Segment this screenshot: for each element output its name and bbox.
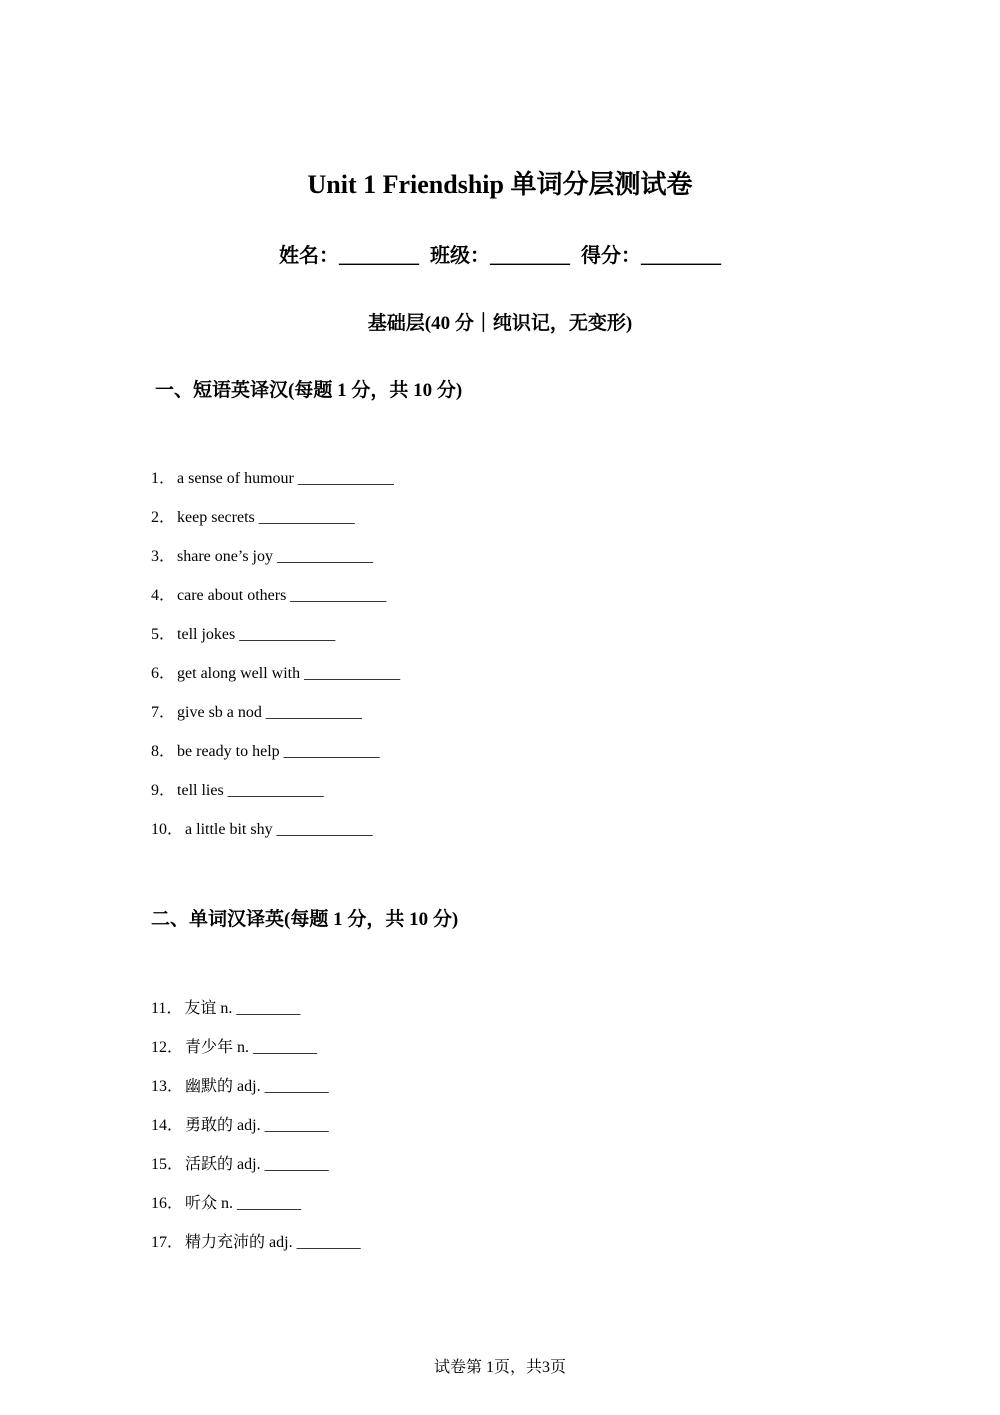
question-text: 青少年 n. ________: [185, 1039, 318, 1056]
question-number: 15．: [151, 1156, 184, 1173]
question-list-1: [151, 467, 400, 857]
question-number: 4．: [151, 587, 176, 604]
question-item: [151, 1036, 361, 1075]
level-title: 基础层(40 分｜纯识记，无变形): [367, 313, 633, 334]
question-item: [151, 467, 400, 506]
question-number: 17．: [151, 1234, 184, 1251]
question-item: [151, 701, 400, 740]
question-number: 1．: [151, 470, 176, 487]
class-blank: ________: [490, 245, 570, 267]
question-text: get along well with ____________: [177, 665, 401, 682]
question-number: 14．: [151, 1117, 184, 1134]
question-item: [151, 1114, 361, 1153]
question-text: a little bit shy ____________: [185, 821, 373, 838]
question-item: [151, 662, 400, 701]
question-item: [151, 1231, 361, 1270]
section-heading-2: 二、单词汉译英(每题 1 分，共 10 分): [151, 909, 459, 930]
question-text: give sb a nod ____________: [177, 704, 362, 721]
question-text: tell jokes ____________: [177, 626, 336, 643]
question-item: [151, 818, 400, 857]
question-item: [151, 1153, 361, 1192]
question-text: share one’s joy ____________: [177, 548, 373, 565]
name-blank: ________: [339, 245, 419, 267]
question-item: [151, 1192, 361, 1231]
question-text: 友谊 n. ________: [184, 1000, 301, 1017]
question-item: [151, 1075, 361, 1114]
question-item: [151, 997, 361, 1036]
question-item: [151, 740, 400, 779]
question-number: 13．: [151, 1078, 184, 1095]
page-footer: 试卷第 1页，共3页: [433, 1359, 566, 1376]
question-number: 3．: [151, 548, 176, 565]
question-item: [151, 506, 400, 545]
question-number: 8．: [151, 743, 176, 760]
score-label: 得分：: [581, 245, 641, 267]
question-text: a sense of humour ____________: [177, 470, 394, 487]
question-number: 9．: [151, 782, 176, 799]
question-text: be ready to help ____________: [177, 743, 380, 760]
name-label: 姓名：: [279, 245, 339, 267]
question-number: 16．: [151, 1195, 184, 1212]
question-text: 活跃的 adj. ________: [185, 1156, 329, 1173]
question-text: 精力充沛的 adj. ________: [185, 1234, 361, 1251]
class-label: 班级：: [430, 245, 490, 267]
question-number: 5．: [151, 626, 176, 643]
question-text: care about others ____________: [177, 587, 387, 604]
question-text: 听众 n. ________: [185, 1195, 302, 1212]
question-number: 10．: [151, 821, 184, 838]
student-info-line: [0, 242, 1000, 270]
question-text: tell lies ____________: [177, 782, 324, 799]
question-item: [151, 623, 400, 662]
question-number: 6．: [151, 665, 176, 682]
page-title: Unit 1 Friendship 单词分层测试卷: [307, 170, 693, 199]
section-heading-1: 一、短语英译汉(每题 1 分，共 10 分): [155, 380, 463, 401]
question-number: 11．: [151, 1000, 183, 1017]
question-item: [151, 545, 400, 584]
question-item: [151, 779, 400, 818]
score-blank: ________: [641, 245, 721, 267]
question-number: 7．: [151, 704, 176, 721]
question-text: 幽默的 adj. ________: [185, 1078, 329, 1095]
question-text: keep secrets ____________: [177, 509, 355, 526]
question-number: 12．: [151, 1039, 184, 1056]
question-number: 2．: [151, 509, 176, 526]
question-item: [151, 584, 400, 623]
question-list-2: [151, 997, 361, 1270]
question-text: 勇敢的 adj. ________: [185, 1117, 329, 1134]
